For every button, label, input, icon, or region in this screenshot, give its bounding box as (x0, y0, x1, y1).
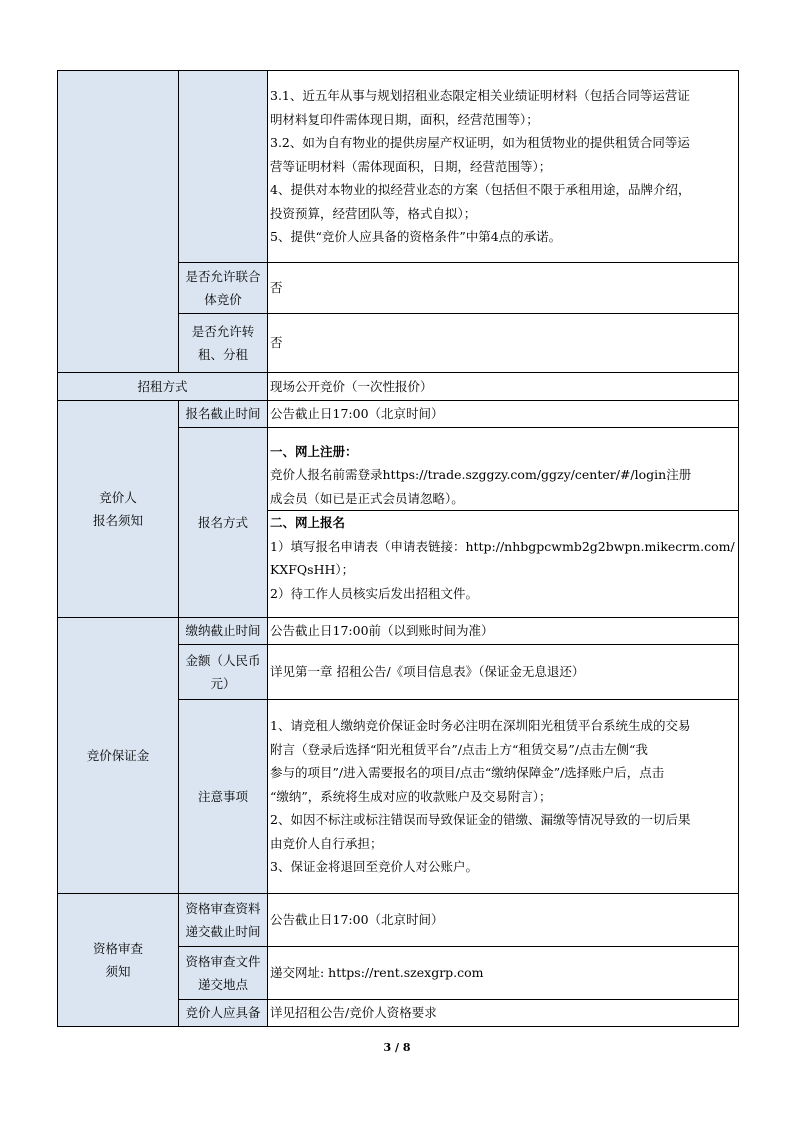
doc-line: 3.1、近五年从事与规划招租业态限定相关业绩证明材料（包括合同等运营证 (270, 88, 690, 104)
note-line: 参与的项目”/进入需要报名的项目/点击“缴纳保障金”/选择账户后，点击 (270, 765, 665, 781)
table-row (58, 71, 739, 263)
page-number: 3 / 8 (383, 1041, 411, 1054)
online-signup-line: KXFQsHH）； (270, 562, 355, 578)
leasing-method-label: 招租方式 (58, 373, 268, 401)
requirements-value: 详见招租公告/竞价人资格要求 (268, 1000, 739, 1027)
table-row (58, 401, 739, 428)
signup-method-label: 报名方式 (179, 428, 268, 618)
deposit-deadline-label: 缴纳截止时间 (179, 618, 268, 645)
deposit-amount-value: 详见第一章 招租公告/《项目信息表》（保证金无息退还） (268, 645, 739, 700)
requirements-label: 竞价人应具备 (179, 1000, 268, 1027)
table-row (58, 894, 739, 947)
doc-line: 3.2、如为自有物业的提供房屋产权证明，如为租赁物业的提供租赁合同等运 (270, 135, 690, 151)
submit-place-value: 递交网址: https://rent.szexgrp.com (268, 947, 739, 1000)
doc-line: 4、提供对本物业的拟经营业态的方案（包括但不限于承租用途，品牌介绍， (270, 182, 691, 198)
table-row (58, 618, 739, 645)
online-register-line: 竞价人报名前需登录https://trade.szggzy.com/ggzy/center/#/login注册 (270, 467, 692, 483)
table-row (58, 373, 739, 401)
deposit-notes-value (268, 700, 739, 894)
note-line: “缴纳”，系统将生成对应的收款账户及交易附言）； (270, 788, 552, 804)
sublease-label: 是否允许转 租、分租 (179, 314, 268, 373)
sublease-value: 否 (268, 314, 739, 373)
info-table (57, 70, 739, 1027)
online-register-line: 成会员（如已是正式会员请忽略）。 (270, 490, 464, 506)
signup-deadline-value: 公告截止日17:00（北京时间） (268, 401, 739, 428)
submit-deadline-label: 资格审查资料 递交截止时间 (179, 894, 268, 947)
doc-line: 投资预算，经营团队等，格式自拟）； (270, 205, 477, 221)
doc-line: 5、提供“竞价人应具备的资格条件”中第4点的承诺。 (270, 229, 562, 245)
note-line: 1、请竞租人缴纳竞价保证金时务必注明在深圳阳光租赁平台系统生成的交易 (270, 718, 691, 734)
label-cell-empty (179, 71, 268, 263)
signup-section-label: 竞价人 报名须知 (58, 401, 179, 618)
deposit-amount-label: 金额（人民币 元） (179, 645, 268, 700)
submit-place-label: 资格审查文件 递交地点 (179, 947, 268, 1000)
online-signup-line: 2）待工作人员核实后发出招租文件。 (270, 585, 478, 601)
online-signup-line: 1）填写报名申请表（申请表链接：http://nhbgpcwmb2g2bwpn.mikecrm.com/ (270, 538, 735, 554)
doc-line: 营等证明材料（需体现面积，日期，经营范围等）； (270, 158, 552, 174)
signup-method-value (268, 428, 739, 618)
qualification-section-label: 资格审查 须知 (58, 894, 179, 1027)
deposit-notes-label: 注意事项 (179, 700, 268, 894)
joint-bid-value: 否 (268, 263, 739, 314)
online-register-title: 一、网上注册： (270, 443, 358, 459)
note-line: 附言（登录后选择“阳光租赁平台”/点击上方“租赁交易”/点击左侧“我 (270, 741, 648, 757)
deposit-section-label: 竞价保证金 (58, 618, 179, 894)
section-cell-empty (58, 71, 179, 373)
online-signup-title: 二、网上报名 (270, 515, 346, 531)
deposit-deadline-value: 公告截止日17:00前（以到账时间为准） (268, 618, 739, 645)
leasing-method-value: 现场公开竞价（一次性报价） (268, 373, 739, 401)
joint-bid-label: 是否允许联合 体竞价 (179, 263, 268, 314)
note-line: 2、如因不标注或标注错误而导致保证金的错缴、漏缴等情况导致的一切后果 (270, 812, 691, 828)
signup-deadline-label: 报名截止时间 (179, 401, 268, 428)
documents-list-cell (268, 71, 739, 263)
note-line: 由竞价人自行承担； (270, 835, 383, 851)
doc-line: 明材料复印件需体现日期，面积，经营范围等）； (270, 111, 539, 127)
submit-deadline-value: 公告截止日17:00（北京时间） (268, 894, 739, 947)
note-line: 3、保证金将退回至竞价人对公账户。 (270, 859, 478, 875)
